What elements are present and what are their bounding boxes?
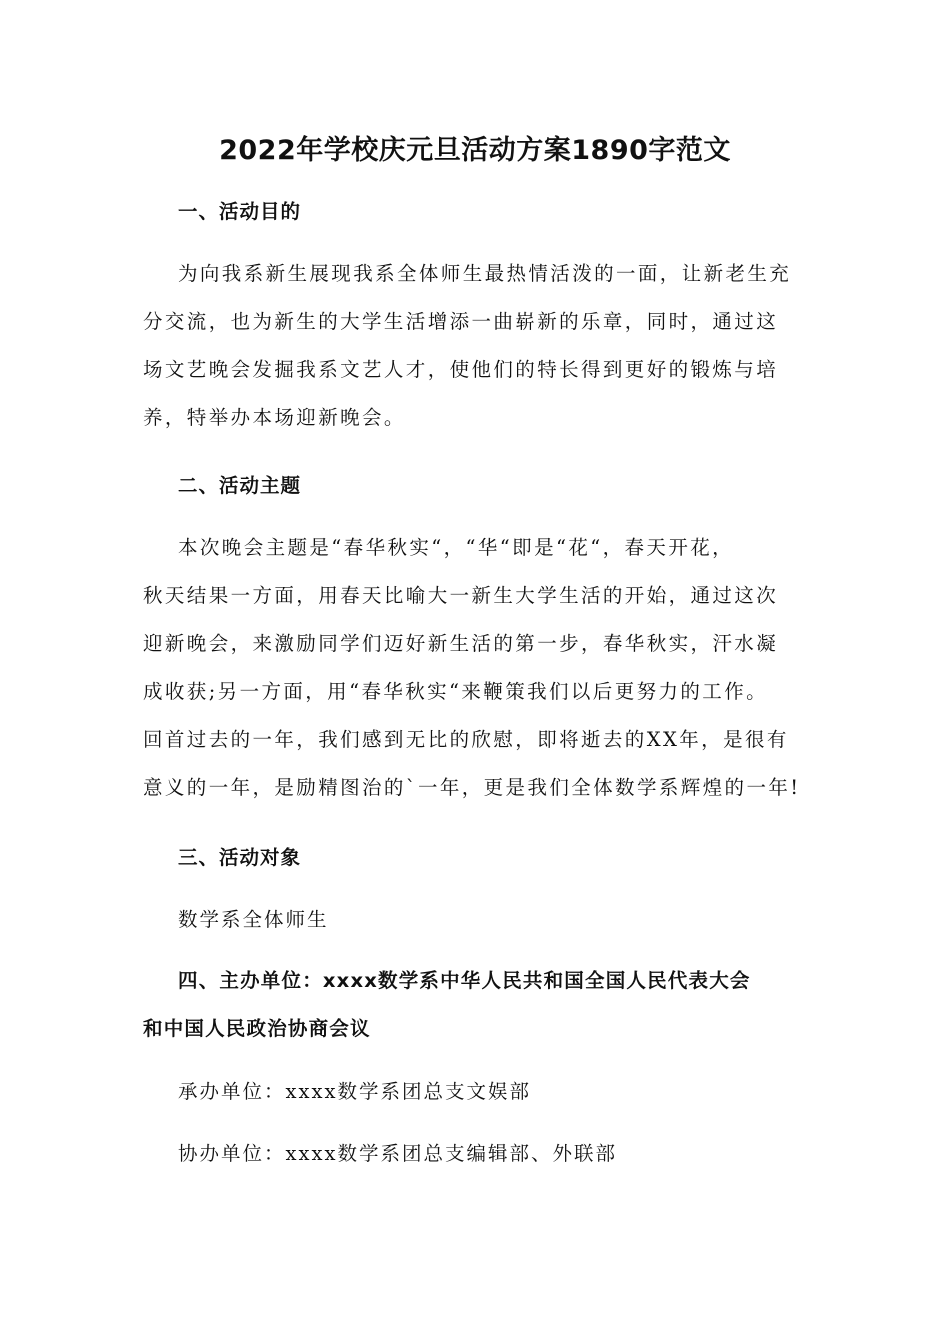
paragraph-line: 迎新晚会，来激励同学们迈好新生活的第一步，春华秋实，汗水凝 <box>143 632 779 655</box>
section-heading-host <box>143 957 808 1053</box>
co-organizer-text: 协办单位：xxxx数学系团总支编辑部、外联部 <box>178 1142 617 1165</box>
paragraph-line: 意义的一年，是励精图治的`一年，更是我们全体数学系辉煌的一年! <box>143 776 801 799</box>
section-heading-theme: 二、活动主题 <box>178 474 302 497</box>
paragraph-line: 秋天结果一方面，用春天比喻大一新生大学生活的开始，通过这次 <box>143 584 779 607</box>
heading-line: 四、主办单位：xxxx数学系中华人民共和国全国人民代表大会 <box>178 969 751 992</box>
paragraph-line: 养，特举办本场迎新晚会。 <box>143 406 406 429</box>
document-title: 2022年学校庆元旦活动方案1890字范文 <box>219 135 731 166</box>
section-paragraph-theme <box>143 524 808 812</box>
paragraph-line: 成收获;另一方面，用“春华秋实“来鞭策我们以后更努力的工作。 <box>143 680 769 703</box>
paragraph-line: 分交流，也为新生的大学生活增添一曲崭新的乐章，同时，通过这 <box>143 310 779 333</box>
organizer-text: 承办单位：xxxx数学系团总支文娱部 <box>178 1080 531 1103</box>
paragraph-line: 回首过去的一年，我们感到无比的欣慰，即将逝去的XX年，是很有 <box>143 728 789 751</box>
section-heading-purpose: 一、活动目的 <box>178 200 302 223</box>
audience-text: 数学系全体师生 <box>178 908 329 931</box>
section-paragraph-purpose <box>143 250 808 442</box>
paragraph-line: 场文艺晚会发掘我系文艺人才，使他们的特长得到更好的锻炼与培 <box>143 358 779 381</box>
section-heading-audience: 三、活动对象 <box>178 846 302 869</box>
paragraph-line: 本次晚会主题是“春华秋实“，“华“即是“花“，春天开花， <box>178 536 735 559</box>
heading-line: 和中国人民政治协商会议 <box>143 1017 371 1040</box>
paragraph-line: 为向我系新生展现我系全体师生最热情活泼的一面，让新老生充 <box>178 262 792 285</box>
